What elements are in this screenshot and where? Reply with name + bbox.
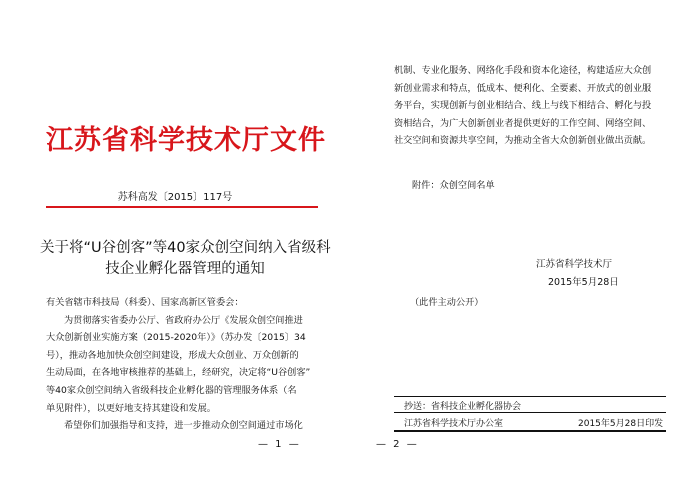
body-line: 大众创新创业实施方案（2015-2020年）》（苏办发〔2015〕34 [46, 332, 306, 344]
page-one-body [46, 294, 326, 435]
notice-title-line-1: 关于将“U谷创客”等40家众创空间纳入省级科 [40, 240, 331, 256]
divider-line [394, 430, 666, 432]
body-line: 资相结合，为广大创新创业者提供更好的工作空间、网络空间、 [394, 117, 652, 129]
body-line: 生动局面，在各地审核推荐的基础上，经研究，决定将“U谷创客” [46, 367, 311, 379]
body-line: 新创业需求和特点，低成本、便利化、全要素、开放式的创业服 [394, 82, 652, 94]
body-line: 机制、专业化服务、网络化手段和资本化途径，构建适应大众创 [394, 65, 652, 76]
public-disclosure-note: （此件主动公开） [410, 297, 484, 308]
divider-line [394, 396, 666, 397]
issuing-office: 江苏省科学技术厅办公室 [404, 419, 504, 429]
page-number: — 2 — [376, 439, 419, 450]
page-two [350, 0, 700, 495]
print-date: 2015年5月28日印发 [578, 419, 664, 429]
attachment-line: 附件：众创空间名单 [412, 180, 495, 191]
body-line: 等40家众创空间纳入省级科技企业孵化器的管理服务体系（名 [46, 384, 297, 396]
divider-line [394, 412, 666, 413]
document-header-title: 江苏省科学技术厅文件 [46, 125, 326, 156]
notice-title-line-2: 技企业孵化器管理的通知 [105, 261, 265, 277]
signature-organization: 江苏省科学技术厅 [536, 259, 613, 270]
body-line: 希望你们加强指导和支持，进一步推动众创空间通过市场化 [64, 420, 303, 432]
body-line: 为贯彻落实省委办公厅、省政府办公厅《发展众创空间推进 [64, 314, 303, 326]
body-line: 社交空间和资源共享空间，为推动全省大众创新创业做出贡献。 [394, 135, 652, 147]
cc-line: 抄送：省科技企业孵化器协会 [404, 402, 522, 412]
page-two-body [394, 62, 679, 150]
page-number: — 1 — [258, 439, 301, 450]
signature-date: 2015年5月28日 [548, 277, 619, 288]
body-line: 务平台，实现创新与创业相结合、线上与线下相结合、孵化与投 [394, 100, 652, 112]
recipients-line: 有关省辖市科技局（科委）、国家高新区管委会： [46, 297, 244, 308]
red-divider-line [46, 206, 318, 208]
body-line: 单见附件），以更好地支持其建设和发展。 [46, 402, 216, 414]
body-line: 号），推动各地加快众创空间建设，形成大众创业、万众创新的 [46, 349, 299, 361]
notice-title [40, 238, 330, 280]
document-number: 苏科高发〔2015〕117号 [117, 192, 233, 203]
